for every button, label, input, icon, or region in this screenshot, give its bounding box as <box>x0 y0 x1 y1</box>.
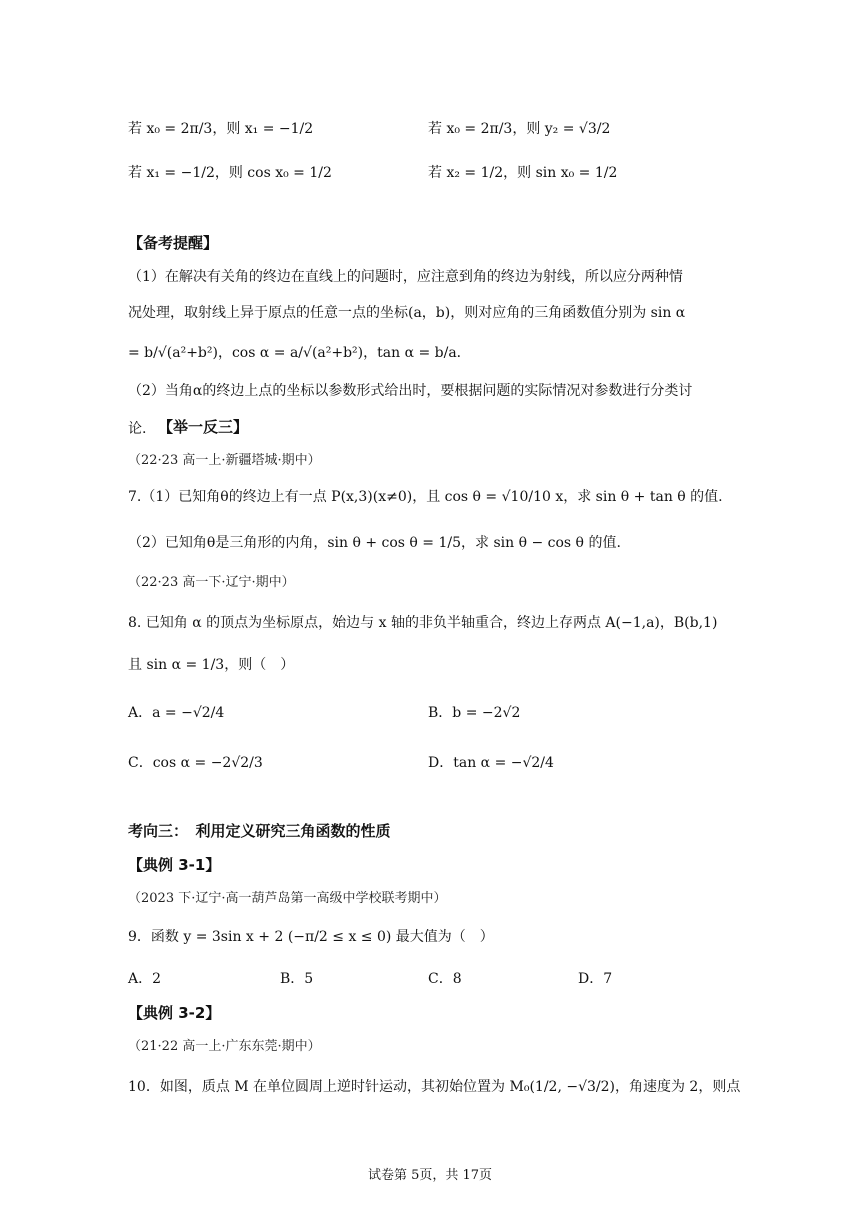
q7-part2: （2）已知角θ是三角形的内角，sin θ + cos θ = 1/5，求 sin θ − cos θ 的值. <box>128 535 621 551</box>
practice-title: 【举一反三】 <box>158 418 249 436</box>
q9-option-b: B．5 <box>280 971 314 987</box>
q8-source: （22·23 高一下·辽宁·期中） <box>128 575 295 590</box>
tip-p1a: （1）在解决有关角的终边在直线上的问题时，应注意到角的终边为射线，所以应分两种情 <box>128 269 683 285</box>
example-3-1-title: 【典例 3-1】 <box>128 856 221 874</box>
q6-option-c: 若 x₁ = −1/2，则 cos x₀ = 1/2 <box>128 165 332 181</box>
q8-option-d: D．tan α = −√2/4 <box>428 755 554 771</box>
q8-option-b: B．b = −2√2 <box>428 705 521 721</box>
tip-title: 【备考提醒】 <box>128 234 219 252</box>
example-3-2-title: 【典例 3-2】 <box>128 1004 221 1022</box>
q9-option-d: D．7 <box>578 971 613 987</box>
q9-option-c: C．8 <box>428 971 462 987</box>
tip-p2b: 论. <box>128 421 147 437</box>
q6-option-b: 若 x₀ = 2π/3，则 y₂ = √3/2 <box>428 121 611 137</box>
q9-stem: 9．函数 y = 3sin x + 2 (−π/2 ≤ x ≤ 0) 最大值为（ ） <box>128 929 494 945</box>
q6-option-d: 若 x₂ = 1/2，则 sin x₀ = 1/2 <box>428 165 618 181</box>
tip-p1b: 况处理，取射线上异于原点的任意一点的坐标(a，b)，则对应角的三角函数值分别为 sin α <box>128 305 686 321</box>
page-footer: 试卷第 5页，共 17页 <box>367 1168 493 1183</box>
q9-source: （2023 下·辽宁·高一葫芦岛第一高级中学校联考期中） <box>128 891 447 906</box>
tip-p2a: （2）当角α的终边上点的坐标以参数形式给出时，要根据问题的实际情况对参数进行分类讨 <box>128 383 693 399</box>
q6-option-a: 若 x₀ = 2π/3，则 x₁ = −1/2 <box>128 121 314 137</box>
q9-option-a: A．2 <box>128 971 162 987</box>
q7-part1: 7.（1）已知角θ的终边上有一点 P(x,3)(x≠0)，且 cos θ = √10/10 x，求 sin θ + tan θ 的值. <box>128 489 723 505</box>
tip-p1c: = b/√(a²+b²)，cos α = a/√(a²+b²)，tan α = b/a． <box>128 345 471 361</box>
q8-stem2: 且 sin α = 1/3，则（ ） <box>128 657 295 673</box>
q10-stem: 10．如图，质点 M 在单位圆周上逆时针运动，其初始位置为 M₀(1/2, −√3/2)，角速度为 2，则点 <box>128 1079 741 1095</box>
q8-stem: 8. 已知角 α 的顶点为坐标原点，始边与 x 轴的非负半轴重合，终边上存两点 A(−1,a)，B(b,1) <box>128 615 718 631</box>
q8-option-c: C．cos α = −2√2/3 <box>128 755 263 771</box>
section-title: 考向三： 利用定义研究三角函数的性质 <box>128 822 391 840</box>
q8-option-a: A．a = −√2/4 <box>128 705 225 721</box>
q10-source: （21·22 高一上·广东东莞·期中） <box>128 1039 321 1054</box>
q7-source: （22·23 高一上·新疆塔城·期中） <box>128 453 321 468</box>
